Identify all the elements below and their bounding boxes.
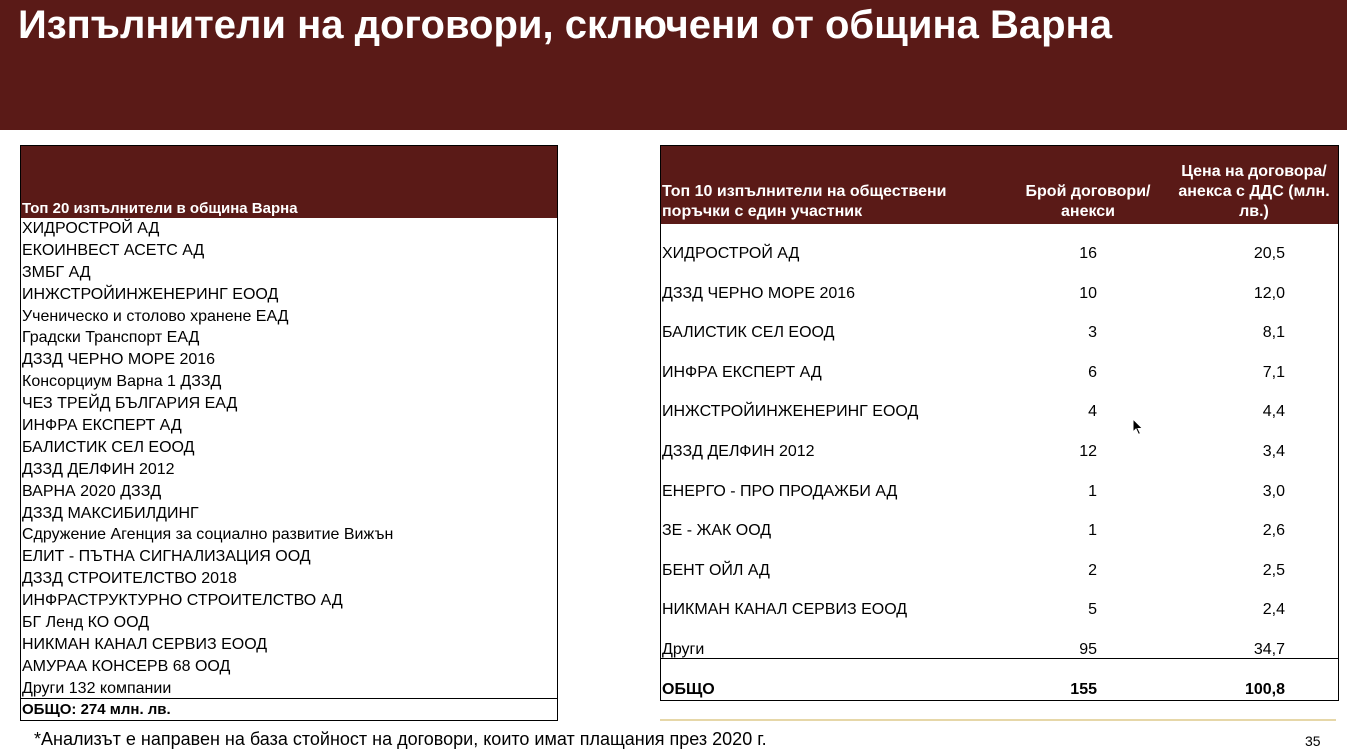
top20-row: БГ Ленд КО ООД [22,614,150,632]
page-number: 35 [1305,733,1321,749]
row-count: 1 [1088,522,1097,540]
top10-total-row [661,658,1338,700]
row-count: 1 [1088,482,1097,500]
accent-divider [660,719,1336,721]
top20-row: ЧЕЗ ТРЕЙД БЪЛГАРИЯ ЕАД [22,395,238,413]
total-price: 100,8 [1244,681,1285,698]
table-row [661,432,1338,472]
table-row [661,472,1338,512]
row-price: 12,0 [1253,284,1285,302]
header-contractor: Топ 10 изпълнители на обществени поръчки с един участник [662,183,947,220]
top20-row: ВАРНА 2020 ДЗЗД [22,482,162,500]
top20-list [21,218,557,700]
row-price: 2,6 [1262,522,1285,540]
row-contractor: НИКМАН КАНАЛ СЕРВИЗ ЕООД [662,601,908,619]
top20-row: ХИДРОСТРОЙ АД [22,220,160,237]
row-count: 3 [1088,324,1097,342]
table-row [661,590,1338,630]
header-price: Цена на договора/ анекса с ДДС (млн. лв.) [1178,163,1330,220]
top20-row: ИНФРАСТРУКТУРНО СТРОИТЕЛСТВО АД [22,592,343,610]
row-count: 6 [1088,363,1097,381]
table-row [661,234,1338,274]
top20-row: НИКМАН КАНАЛ СЕРВИЗ ЕООД [22,635,268,653]
row-price: 20,5 [1253,245,1285,262]
top20-row: ЕЛИТ - ПЪТНА СИГНАЛИЗАЦИЯ ООД [22,548,311,566]
top10-list [661,234,1338,670]
row-price: 3,4 [1262,442,1285,460]
row-price: 2,5 [1262,561,1285,579]
row-contractor: ИНФРА ЕКСПЕРТ АД [662,363,822,381]
row-price: 3,0 [1262,482,1285,500]
row-price: 4,4 [1262,403,1285,421]
row-count: 4 [1088,403,1097,421]
top20-row: АМУРАА КОНСЕРВ 68 ООД [22,657,231,675]
table-row [661,313,1338,353]
row-contractor: ЗЕ - ЖАК ООД [662,522,772,540]
row-contractor: ИНЖСТРОЙИНЖЕНЕРИНГ ЕООД [662,403,919,421]
top20-row: Ученическо и столово хранене ЕАД [22,307,289,325]
slide-title: Изпълнители на договори, сключени от община Варна [18,3,1112,47]
top20-header-label: Топ 20 изпълнители в община Варна [22,200,298,217]
footnote: *Анализът е направен на база стойност на договори, които имат плащания през 2020 г. [34,729,767,749]
row-contractor: ДЗЗД ЧЕРНО МОРЕ 2016 [662,284,856,302]
top20-row: ДЗЗД МАКСИБИЛДИНГ [22,504,199,522]
top20-row: Консорциум Варна 1 ДЗЗД [22,373,222,391]
top20-row: ИНФРА ЕКСПЕРТ АД [22,417,182,435]
row-price: 7,1 [1262,363,1285,381]
row-count: 5 [1088,601,1097,619]
row-price: 2,4 [1262,601,1285,619]
row-count: 16 [1079,245,1097,262]
title-bar [0,0,1347,130]
top20-table-header [21,146,557,218]
top20-total: ОБЩО: 274 млн. лв. [21,698,557,720]
total-label: ОБЩО [662,681,715,698]
top20-row: ДЗЗД ДЕЛФИН 2012 [22,460,175,478]
top20-row: ДЗЗД ЧЕРНО МОРЕ 2016 [22,351,216,369]
table-row [661,551,1338,591]
top20-row: Градски Транспорт ЕАД [22,329,200,347]
row-contractor: ЕНЕРГО - ПРО ПРОДАЖБИ АД [662,482,898,500]
row-price: 8,1 [1262,324,1285,342]
top20-table [20,145,558,721]
top20-row: ДЗЗД СТРОИТЕЛСТВО 2018 [22,570,237,588]
table-row [661,274,1338,314]
row-contractor: ДЗЗД ДЕЛФИН 2012 [662,442,815,460]
header-count: Брой договори/ анекси [1025,183,1151,220]
row-contractor: ХИДРОСТРОЙ АД [662,245,800,262]
row-contractor: БЕНТ ОЙЛ АД [662,561,770,579]
top20-row: Други 132 компании [22,679,172,697]
row-price: 34,7 [1253,640,1285,658]
row-count: 12 [1079,442,1097,460]
top20-row: Сдружение Агенция за социално развитие Вижън [22,526,394,544]
row-count: 10 [1079,284,1097,302]
mouse-pointer-icon [1132,418,1144,436]
row-contractor: БАЛИСТИК СЕЛ ЕООД [662,324,835,342]
top10-single-bidder-table [660,145,1339,701]
table-row [661,511,1338,551]
table-row [661,392,1338,432]
top10-table-header [661,146,1338,224]
row-contractor: Други [662,640,705,658]
top20-row: ЗМБГ АД [22,263,91,281]
row-count: 2 [1088,561,1097,579]
table-row [661,353,1338,393]
top20-row: ЕКОИНВЕСТ АСЕТС АД [22,241,205,259]
row-count: 95 [1079,640,1097,658]
top20-row: ИНЖСТРОЙИНЖЕНЕРИНГ ЕООД [22,285,279,303]
total-count: 155 [1070,681,1097,698]
top20-row: БАЛИСТИК СЕЛ ЕООД [22,438,195,456]
